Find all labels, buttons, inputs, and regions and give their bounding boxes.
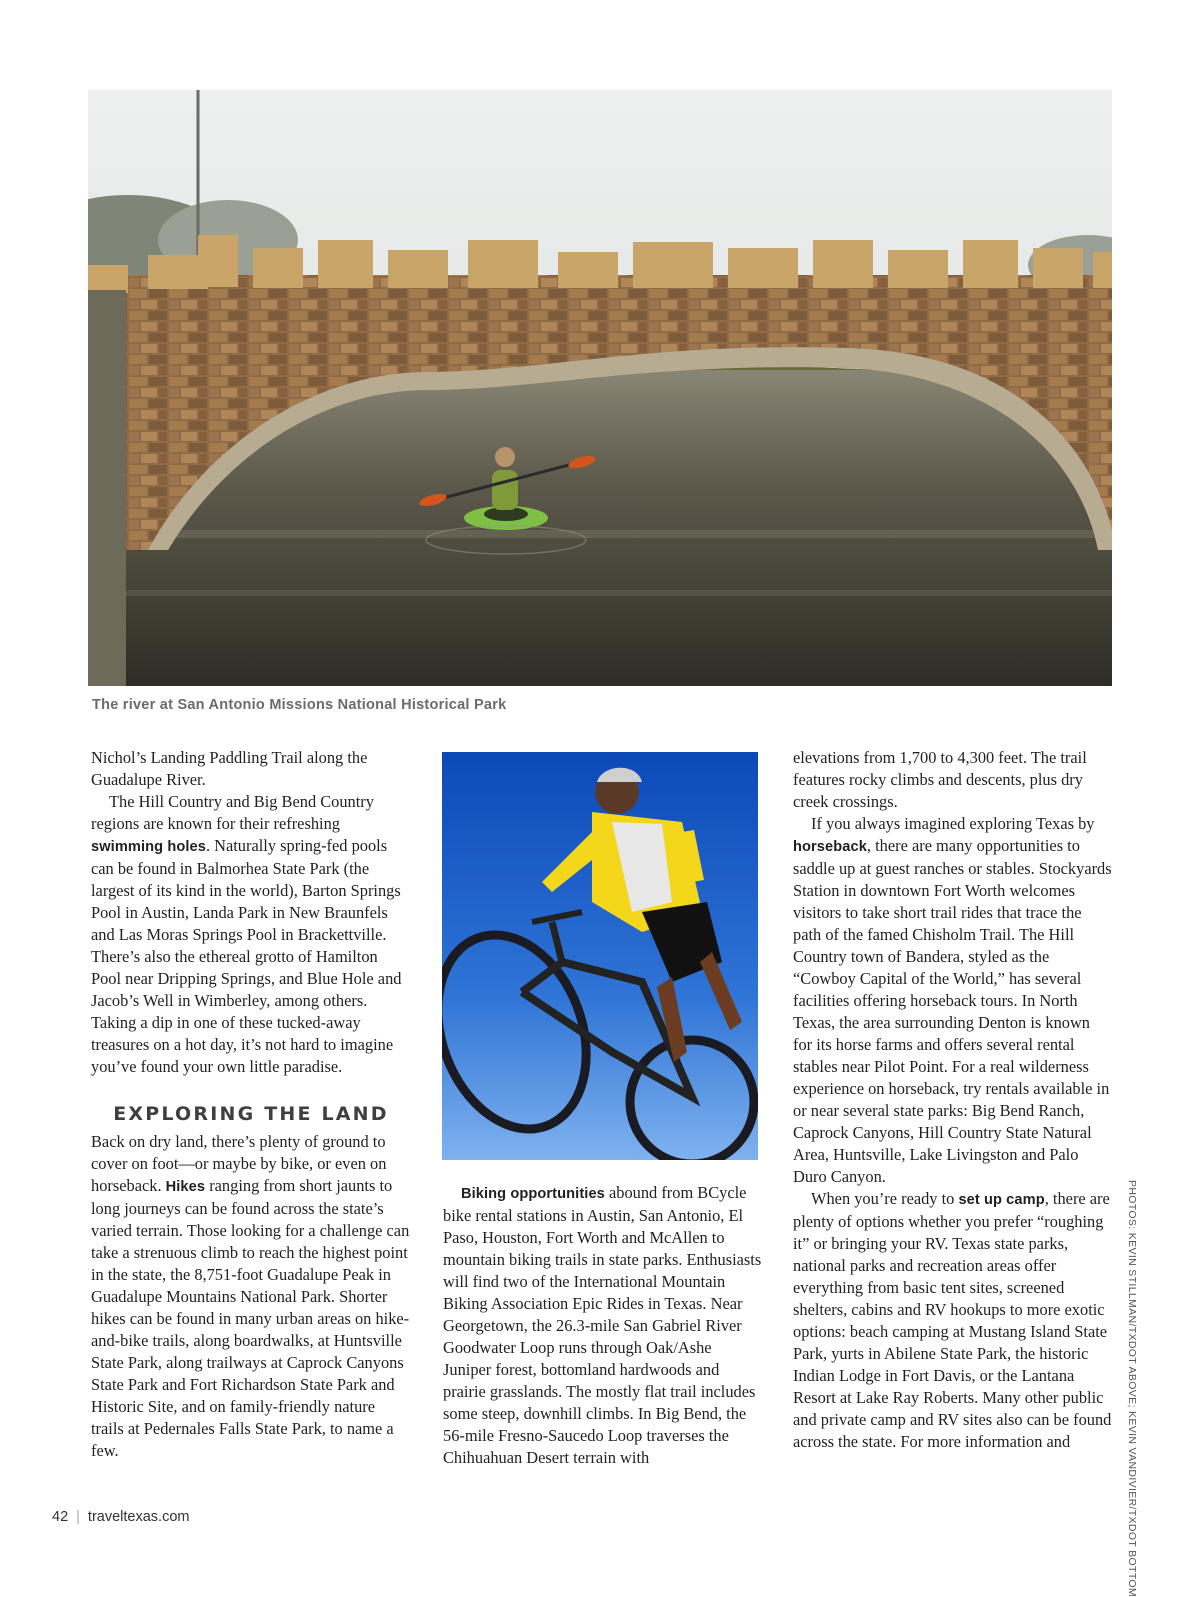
keyword-biking-opportunities: Biking opportunities <box>461 1186 605 1202</box>
biker-photo <box>442 752 758 1160</box>
keyword-horseback: horseback <box>793 839 867 855</box>
keyword-hikes: Hikes <box>165 1179 206 1195</box>
paragraph: Nichol’s Landing Paddling Trail along the Guadalupe River. <box>91 748 368 789</box>
article-column-1 <box>91 747 411 1462</box>
footer-site: traveltexas.com <box>87 1509 190 1525</box>
hero-photo-caption: The river at San Antonio Missions National Historical Park <box>92 697 507 713</box>
keyword-swimming-holes: swimming holes <box>91 839 206 855</box>
page-footer <box>52 1509 189 1525</box>
page-number: 42 <box>52 1509 69 1525</box>
paragraph-biking: Biking opportunities abound from BCycle bike rental stations in Austin, San Antonio, El Paso, Houston, Fort Worth and McAllen to mountain biking trails in state parks. Enthusiasts will find two of the International Mountain Biking Association Epic Rides in Texas. Near Georgetown, the 26.3-mile San Gabriel River Goodwater Loop runs through Oak/Ashe Juniper forest, bottomland hardwoods and prairie grasslands. The mostly flat trail includes some steep, downhill climbs. In Big Bend, the 56-mile Fresno-Saucedo Loop traverses the Chihuahuan Desert terrain with <box>443 1183 762 1467</box>
article-column-3 <box>793 747 1113 1453</box>
section-heading: EXPLORING THE LAND <box>113 1103 389 1125</box>
article-column-2 <box>443 1182 763 1469</box>
paragraph-horseback: If you always imagined exploring Texas by horseback, there are many opportunities to saddle up at guest ranches or stables. Stockyards Station in downtown Fort Worth welcomes visitors to take short trail rides that trace the path of the famed Chisholm Trail. The Hill Country town of Bandera, styled as the “Cowboy Capital of the World,” has several facilities offering horseback tours. In North Texas, the area surrounding Denton is known for its horse farms and offers several rental stables near Pilot Point. For a real wilderness experience on horseback, try rentals available in or near several state parks: Big Bend Ranch, Caprock Canyons, Hill Country State Natural Area, Huntsville, Lake Livingston and Palo Duro Canyon. <box>793 814 1112 1186</box>
photo-credit: PHOTOS: KEVIN STILLMAN/TXDOT ABOVE; KEVIN VANDIVIER/TXDOT BOTTOM <box>1126 1180 1138 1597</box>
paragraph-swimming-holes: The Hill Country and Big Bend Country regions are known for their refreshing swimming holes. Naturally spring-fed pools can be found in Balmorhea State Park (the largest of its kind in the world), Barton Springs Pool in Austin, Landa Park in New Braunfels and Las Moras Springs Pool in Brackettville. There’s also the ethereal grotto of Hamilton Pool near Dripping Springs, and Blue Hole and Jacob’s Well in Wimberley, among others. Taking a dip in one of these tucked-away treasures on a hot day, it’s not hard to imagine you’ve found your own little paradise. <box>91 792 402 1076</box>
paragraph-hikes: Back on dry land, there’s plenty of ground to cover on foot—or maybe by bike, or even on horseback. Hikes ranging from short jaunts to long journeys can be found across the state’s varied terrain. Those looking for a challenge can take a strenuous climb to reach the highest point in the state, the 8,751-foot Guadalupe Peak in Guadalupe Mountains National Park. Shorter hikes can be found in many urban areas on hike-and-bike trails, along boardwalks, at Huntsville State Park, along trailways at Caprock Canyons State Park and Fort Richardson State Park and Historic Site, and on family-friendly nature trails at Pedernales Falls State Park, to name a few. <box>91 1132 410 1460</box>
paragraph-camping: When you’re ready to set up camp, there are plenty of options whether you prefer “roughing it” or bringing your RV. Texas state parks, national parks and recreation areas offer everything from basic tent sites, screened shelters, cabins and RV hookups to more exotic options: beach camping at Mustang Island State Park, yurts in Abilene State Park, the historic Indian Lodge in Fort Davis, or the Lantana Resort at Lake Ray Roberts. Many other public and private camp and RV sites also can be found across the state. For more information and <box>793 1189 1112 1451</box>
paragraph: elevations from 1,700 to 4,300 feet. The trail features rocky climbs and descents, plus dry creek crossings. <box>793 748 1087 811</box>
hero-photo <box>88 90 1112 686</box>
keyword-set-up-camp: set up camp <box>958 1192 1045 1208</box>
footer-separator: | <box>76 1509 80 1525</box>
